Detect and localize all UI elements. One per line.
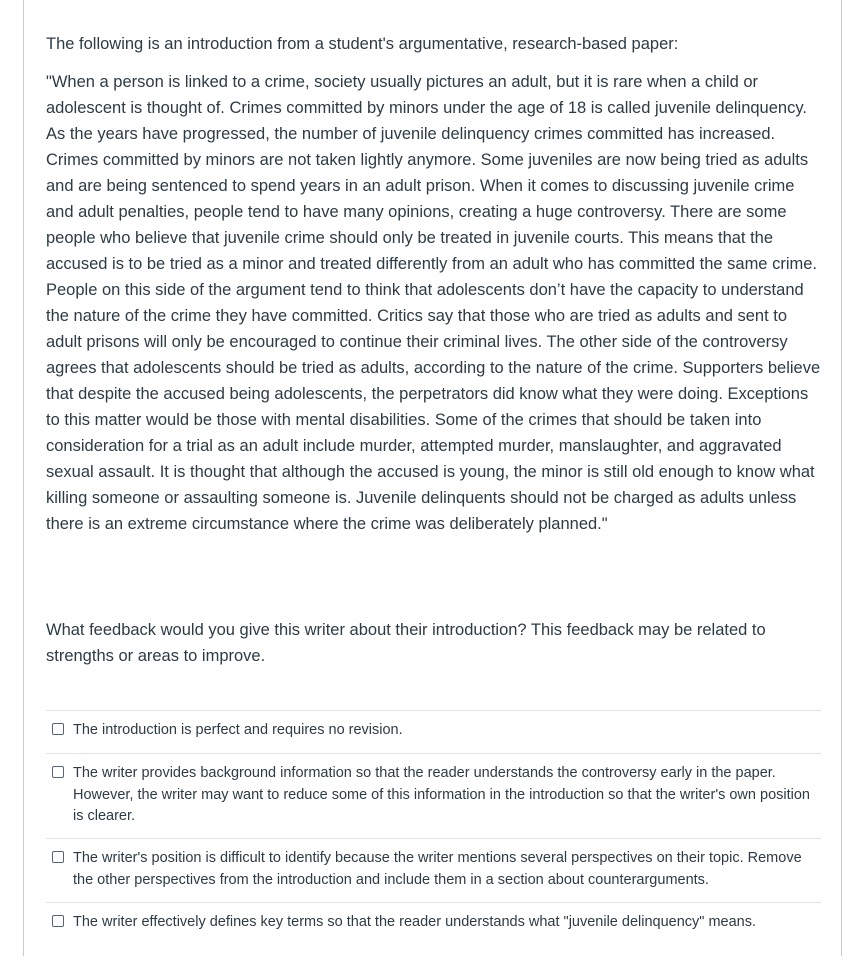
answer-option-4[interactable] bbox=[46, 902, 821, 962]
answer-option-1[interactable] bbox=[46, 710, 821, 753]
answer-option-3[interactable] bbox=[46, 838, 821, 902]
answer-label-4: The writer effectively defines key terms so that the reader understands what "juvenile delinquency" means. bbox=[73, 914, 757, 930]
answer-label-3: The writer's position is difficult to identify because the writer mentions several perspectives on their topic. Remove the other perspectives from the introduction and include them in a section about counterarguments. bbox=[73, 850, 802, 888]
answer-label-2: The writer provides background information so that the reader understands the controversy early in the paper. However, the writer may want to reduce some of this information in the introduction so that the writer's own position is clearer. bbox=[73, 765, 810, 824]
checkbox-2[interactable] bbox=[52, 766, 64, 778]
checkbox-3[interactable] bbox=[52, 851, 64, 863]
question-prompt: The following is an introduction from a student's argumentative, research-based paper: bbox=[46, 35, 679, 53]
student-introduction-passage: "When a person is linked to a crime, society usually pictures an adult, but it is rare when a child or adolescent is thought of. Crimes committed by minors under the age of 18 is called juvenile delinquency. As the years have progressed, the number of juvenile delinquency crimes committed has increased. Crimes committed by minors are not taken lightly anymore. Some juveniles are now being tried as adults and are being sentenced to spend years in an adult prison. When it comes to discussing juvenile crime and adult penalties, people tend to have many opinions, creating a huge controversy. There are some people who believe that juvenile crime should only be treated in juvenile courts. This means that the accused is to be tried as a minor and treated differently from an adult who has committed the same crime. People on this side of the argument tend to think that adolescents don’t have the capacity to understand the nature of the crime they have committed. Critics say that those who are tried as adults and sent to adult prisons will only be encouraged to continue their criminal lives. The other side of the controversy agrees that adolescents should be tried as adults, according to the nature of the crime. Supporters believe that despite the accused being adolescents, the perpetrators did know what they were doing. Exceptions to this matter would be those with mental disabilities. Some of the crimes that should be taken into consideration for a trial as an adult include murder, attempted murder, manslaughter, and aggravated sexual assault. It is thought that although the accused is young, the minor is still old enough to know what killing someone or assaulting someone is. Juvenile delinquents should not be charged as adults unless there is an extreme circumstance where the crime was deliberately planned." bbox=[46, 73, 821, 533]
answer-label-1: The introduction is perfect and requires no revision. bbox=[73, 722, 403, 738]
feedback-question: What feedback would you give this writer about their introduction? This feedback may be related to strengths or areas to improve. bbox=[46, 621, 766, 665]
answer-option-2[interactable] bbox=[46, 753, 821, 838]
checkbox-1[interactable] bbox=[52, 723, 64, 735]
question-card bbox=[23, 0, 842, 956]
checkbox-4[interactable] bbox=[52, 915, 64, 927]
question-content bbox=[46, 31, 821, 930]
answer-list bbox=[46, 710, 821, 962]
